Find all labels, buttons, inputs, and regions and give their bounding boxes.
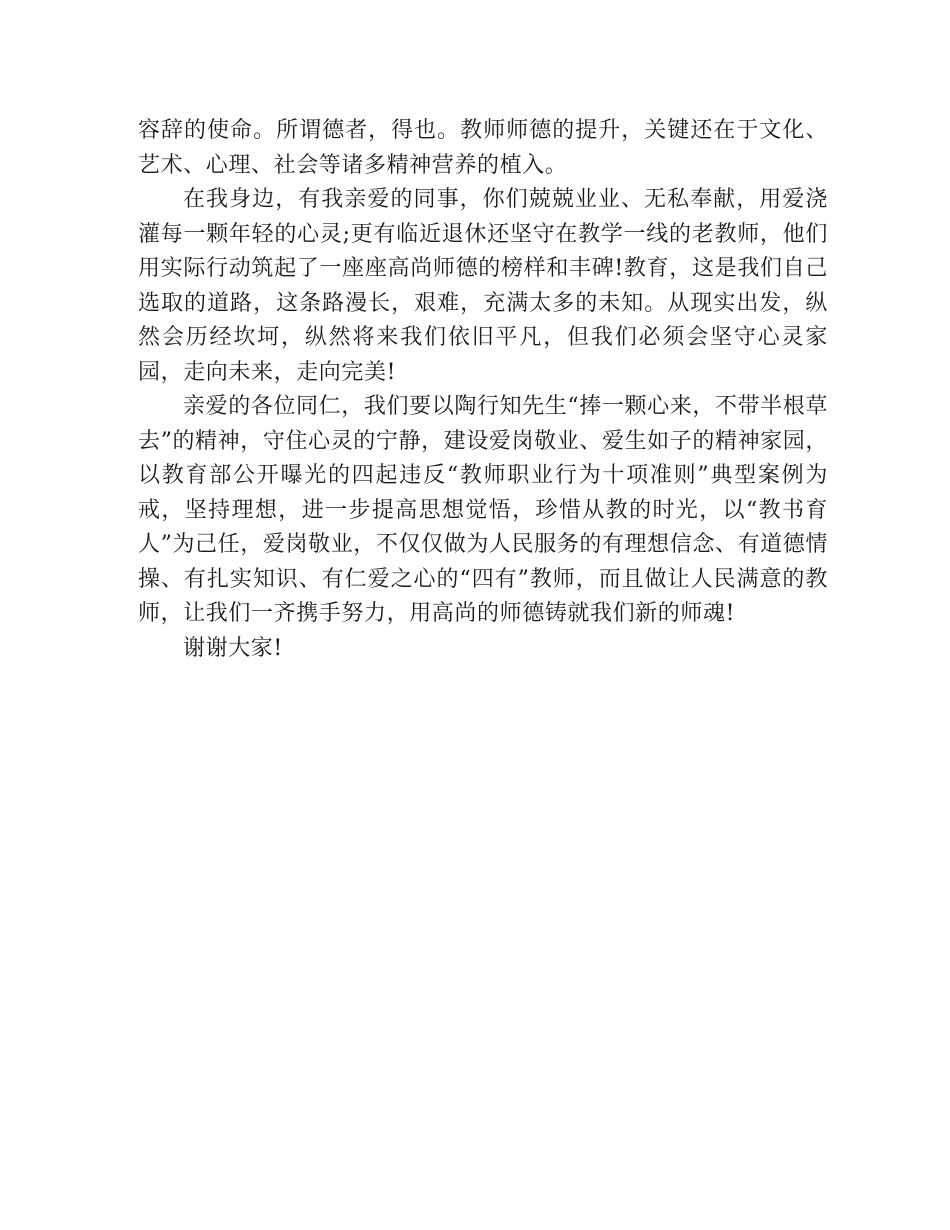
document-body: [138, 114, 828, 666]
paragraph-colleagues: 在我身边，有我亲爱的同事，你们兢兢业业、无私奉献，用爱浇灌每一颗年轻的心灵;更有临近退休还坚守在教学一线的老教师，他们用实际行动筑起了一座座高尚师德的榜样和丰碑!教育，这是我们自己选取的道路，这条路漫长，艰难，充满太多的未知。从现实出发，纵然会历经坎坷，纵然将来我们依旧平凡，但我们必须会坚守心灵家园，走向未来，走向完美!: [138, 187, 828, 385]
paragraph-appeal: 亲爱的各位同仁，我们要以陶行知先生“捧一颗心来，不带半根草去”的精神，守住心灵的宁静，建设爱岗敬业、爱生如子的精神家园，以教育部公开曝光的四起违反“教师职业行为十项准则”典型案例为戒，坚持理想，进一步提高思想觉悟，珍惜从教的时光，以“教书育人”为己任，爱岗敬业，不仅仅做为人民服务的有理想信念、有道德情操、有扎实知识、有仁爱之心的“四有”教师，而且做让人民满意的教师，让我们一齐携手努力，用高尚的师德铸就我们新的师魂!: [138, 394, 828, 626]
paragraph-continuation: 容辞的使命。所谓德者，得也。教师师德的提升，关键还在于文化、艺术、心理、社会等诸多精神营养的植入。: [138, 118, 828, 178]
paragraph-thanks: 谢谢大家!: [183, 635, 283, 661]
